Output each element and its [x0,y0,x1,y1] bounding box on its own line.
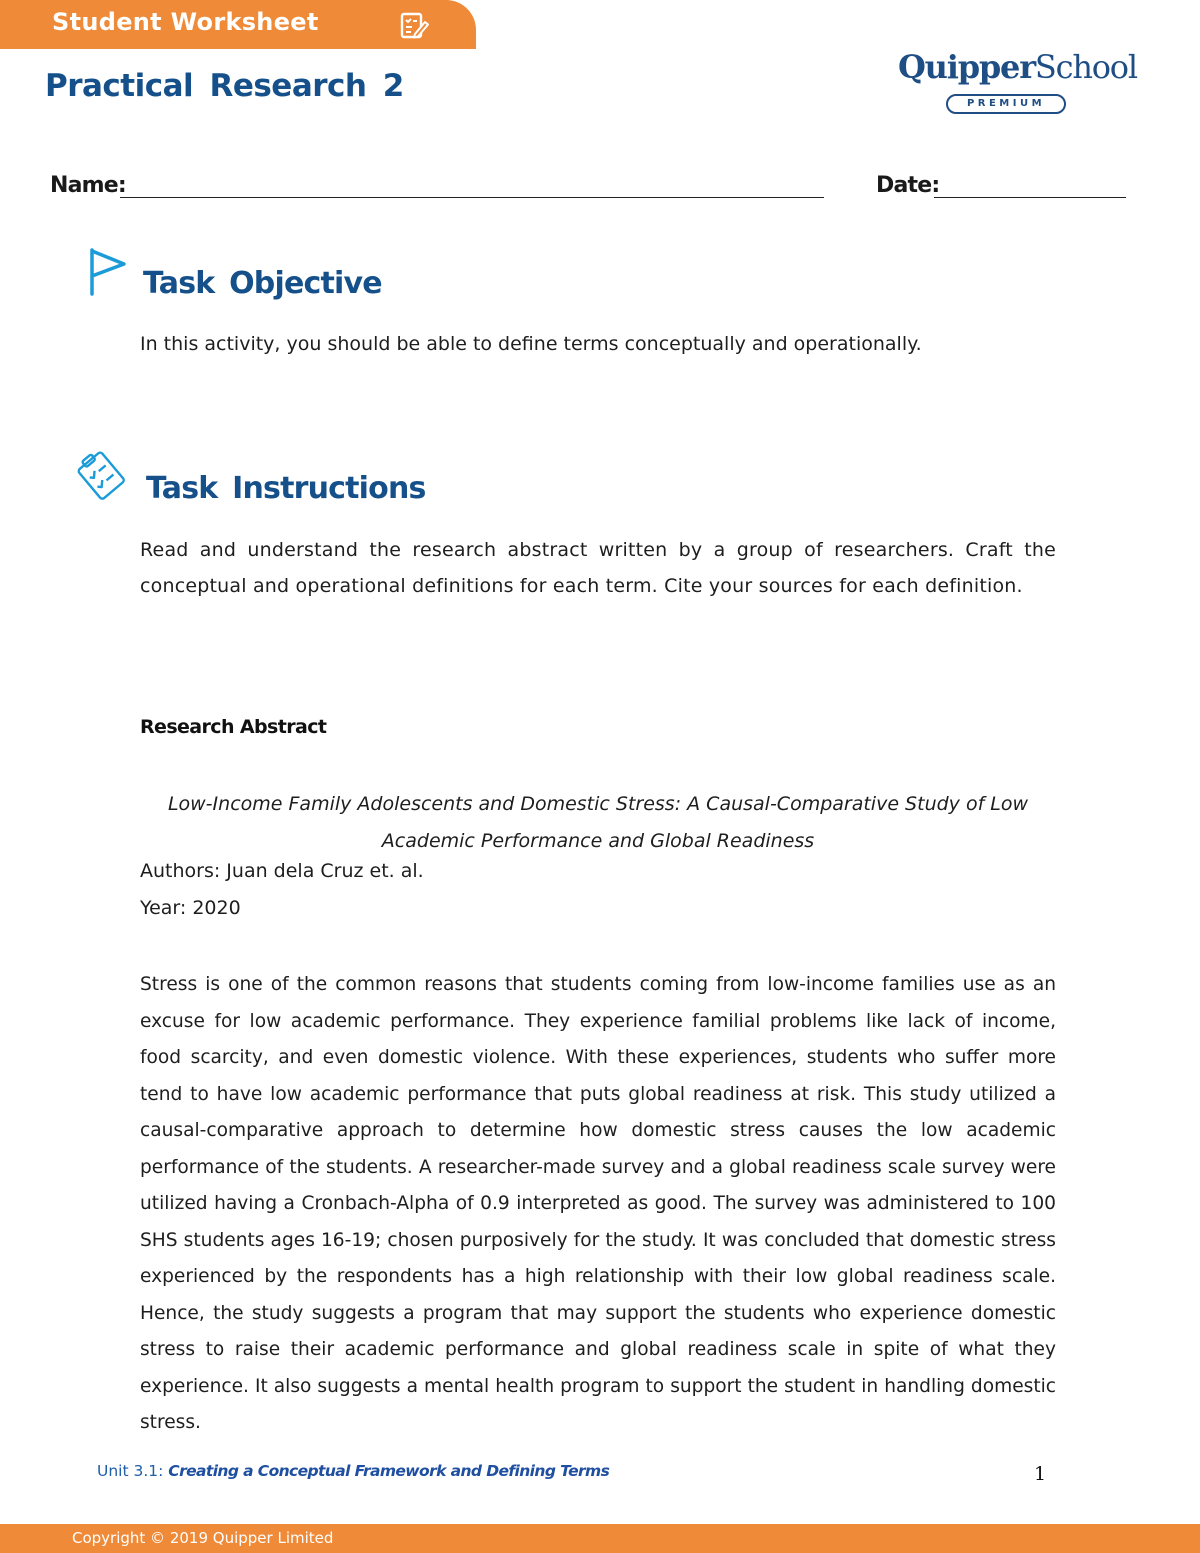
task-objective-text: In this activity, you should be able to define terms conceptually and operationally. [140,333,922,355]
research-abstract-label: Research Abstract [140,716,327,738]
name-label: Name: [50,173,126,198]
page-number: 1 [1034,1463,1047,1485]
quipper-school-logo [898,48,1137,120]
task-instructions-text: Read and understand the research abstract written by a group of researchers. Craft the conceptual and operational definitions for each term. Cite your sources for each definition. [140,539,1056,597]
unit-label: Unit 3.1: [97,1462,164,1480]
name-field[interactable] [120,197,824,198]
abstract-authors: Authors: Juan dela Cruz et. al. [140,860,424,882]
logo-wordmark: QuipperSchool [898,48,1137,86]
task-objective-heading: Task Objective [143,266,382,301]
task-instructions-heading: Task Instructions [146,471,426,506]
document-title: Practical Research 2 [45,68,404,104]
premium-badge: PREMIUM [946,94,1066,114]
flag-icon [86,246,130,298]
abstract-year: Year: 2020 [140,897,241,919]
abstract-title: Low-Income Family Adolescents and Domestic Stress: A Causal-Comparative Study of Low Academic Performance and Global Readiness [167,793,1029,852]
date-label: Date: [876,173,940,198]
abstract-body: Stress is one of the common reasons that students coming from low-income families use as an excuse for low academic performance. They experience familial problems like lack of income, food scarcity, and even domestic violence. With these experiences, students who suffer more tend to have low academic performance that puts global readiness at risk. This study utilized a causal-comparative approach to determine how domestic stress causes the low academic performance of the students. A researcher-made survey and a global readiness scale survey were utilized having a Cronbach-Alpha of 0.9 interpreted as good. The survey was administered to 100 SHS students ages 16-19; chosen purposively for the study. It was concluded that domestic stress experienced by the respondents has a high relationship with their low global readiness scale. Hence, the study suggests a program that may support the students who experience domestic stress to raise their academic performance and global readiness scale in spite of what they experience. It also suggests a mental health program to support the student in handling domestic stress. [140,974,1056,1433]
copyright-text: Copyright © 2019 Quipper Limited [72,1529,334,1547]
unit-reference [97,1462,609,1480]
footer-bar [0,1524,1200,1553]
unit-title: Creating a Conceptual Framework and Defining Terms [168,1462,610,1480]
worksheet-pencil-icon [398,9,430,41]
header-tab-label: Student Worksheet [52,8,319,36]
checklist-icon [76,448,128,502]
header-tab [0,0,476,49]
date-field[interactable] [934,197,1126,198]
